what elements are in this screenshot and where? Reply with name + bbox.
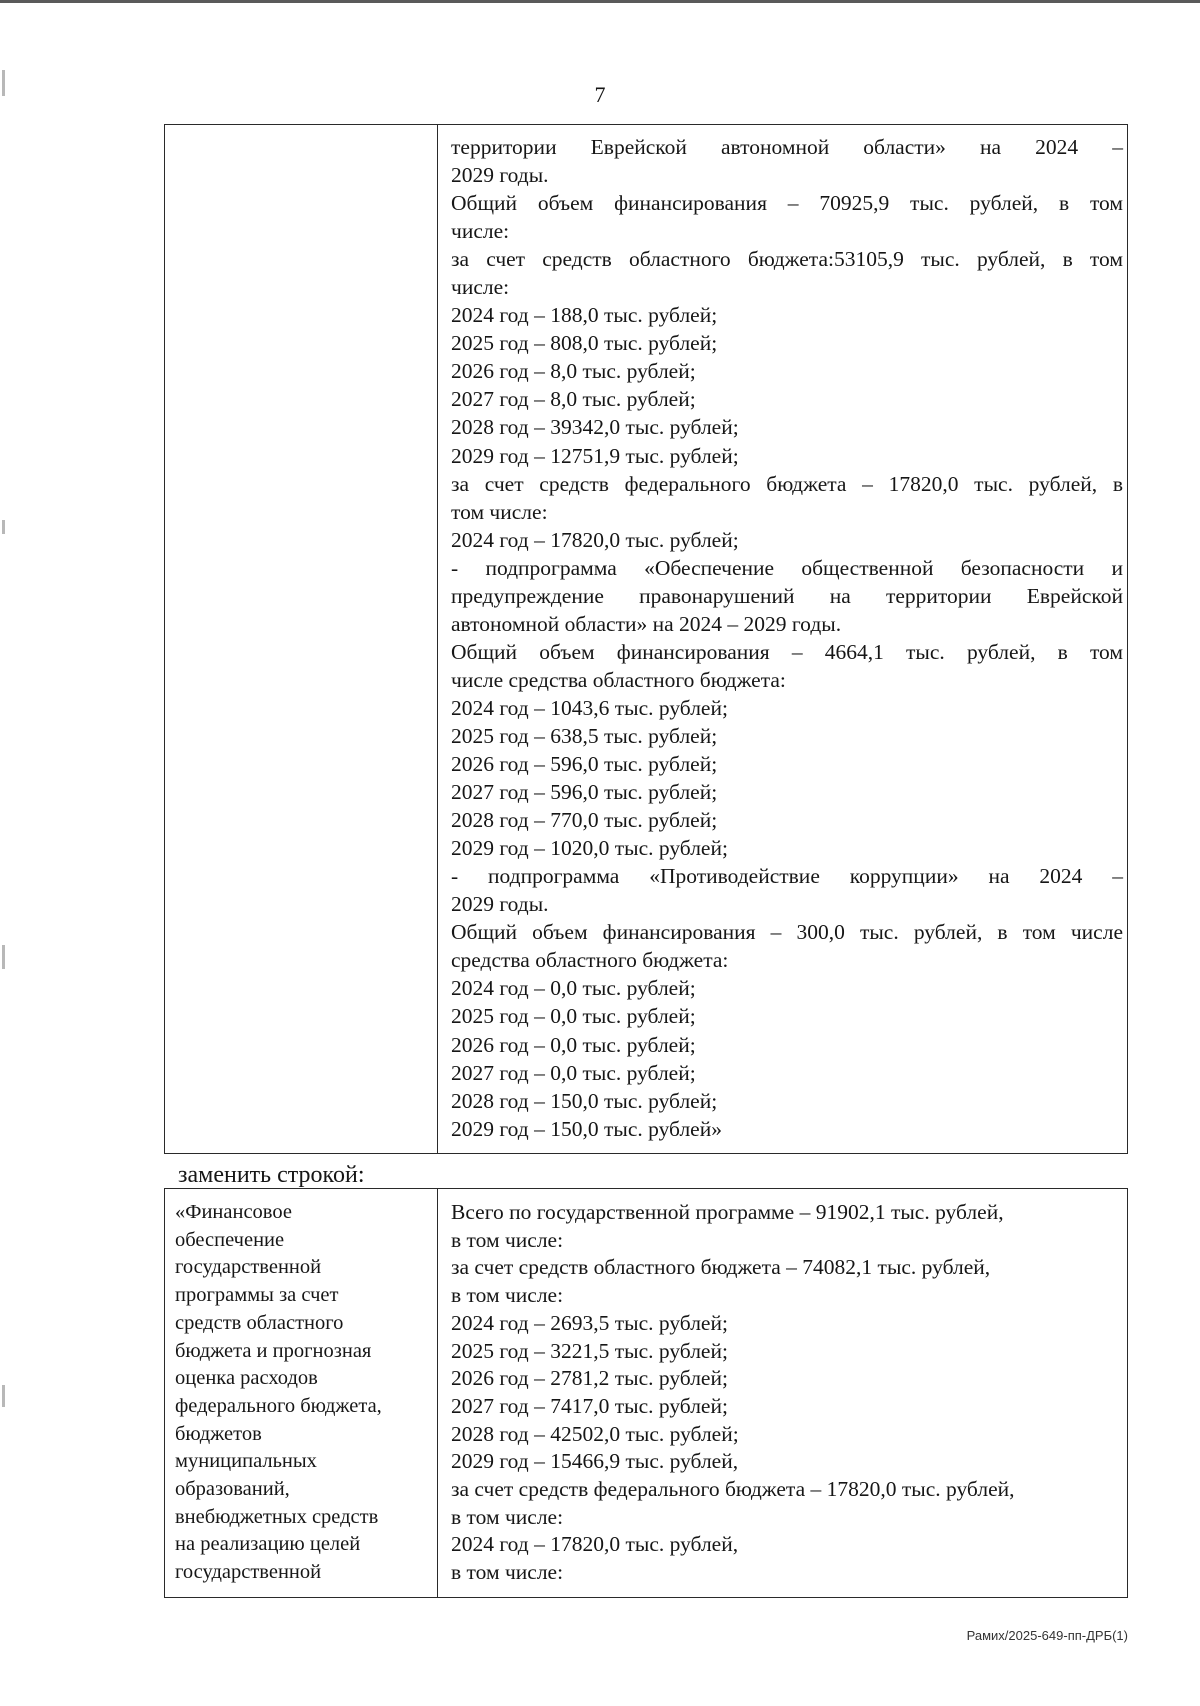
table-replacement-row (164, 1188, 1128, 1598)
table1-text-line: автономной области» на 2024 – 2029 годы. (451, 611, 842, 636)
scan-artifact (2, 70, 5, 96)
table2-left-line: внебюджетных средств (175, 1505, 379, 1528)
table2-left-line: государственной (175, 1256, 322, 1279)
table2-left-line: федерального бюджета, (175, 1394, 382, 1417)
table1-text-line: территории Еврейской автономной области» на 2024 – (451, 135, 1123, 159)
page-number: 7 (594, 82, 606, 107)
table1-text-line: Общий объем финансирования – 300,0 тыс. рублей, в том числе (451, 920, 1123, 945)
table2-left-line: государственной (175, 1561, 322, 1584)
table2-left-line: средств областного (175, 1311, 344, 1334)
table1-text-line: 2027 год – 0,0 тыс. рублей; (451, 1060, 696, 1085)
table2-right-line: 2024 год – 17820,0 тыс. рублей, (451, 1532, 739, 1557)
table1-text-line: Общий объем финансирования – 4664,1 тыс. рублей, в том (451, 639, 1123, 664)
table1-text-line: 2028 год – 770,0 тыс. рублей; (451, 808, 718, 833)
table1-text-line: 2029 год – 150,0 тыс. рублей» (451, 1116, 722, 1141)
document-code: Рамих/2025-649-пп-ДРБ(1) (966, 1628, 1128, 1643)
table2-right-line: 2028 год – 42502,0 тыс. рублей; (451, 1421, 739, 1446)
replace-with-row-label: заменить строкой: (178, 1162, 365, 1188)
table2-right-line: 2029 год – 15466,9 тыс. рублей, (451, 1449, 739, 1474)
table1-text-line: за счет средств федерального бюджета – 17820,0 тыс. рублей, в (451, 471, 1123, 496)
table2-left-line: бюджета и прогнозная (175, 1339, 372, 1362)
scan-top-edge (0, 0, 1200, 3)
table1-text-line: 2027 год – 8,0 тыс. рублей; (451, 387, 696, 412)
table2-left-line: бюджетов (175, 1422, 262, 1445)
table1-text-line: 2028 год – 150,0 тыс. рублей; (451, 1088, 718, 1113)
table1-text-line: - подпрограмма «Обеспечение общественной безопасности и (451, 555, 1123, 580)
table1-text-line: средства областного бюджета: (451, 948, 729, 973)
table1-text-line: 2026 год – 8,0 тыс. рублей; (451, 359, 696, 384)
table1-text-line: 2029 год – 1020,0 тыс. рублей; (451, 836, 728, 861)
table2-right-line: за счет средств областного бюджета – 74082,1 тыс. рублей, (451, 1255, 991, 1280)
table1-text-line: - подпрограмма «Противодействие коррупции» на 2024 – (451, 864, 1123, 889)
table1-text-line: числе: (451, 219, 510, 244)
table1-text-line: за счет средств областного бюджета:53105,9 тыс. рублей, в том (451, 247, 1123, 272)
table2-right-line: в том числе: (451, 1283, 564, 1308)
table1-text-line: числе: (451, 275, 510, 300)
table2-left-line: муниципальных (175, 1450, 317, 1473)
table1-text-line: 2026 год – 596,0 тыс. рублей; (451, 752, 718, 777)
table1-text-line: 2025 год – 638,5 тыс. рублей; (451, 723, 718, 748)
table1-text-line: Общий объем финансирования – 70925,9 тыс. рублей, в том (451, 191, 1123, 216)
table2-right-line: Всего по государственной программе – 91902,1 тыс. рублей, (451, 1200, 1004, 1224)
table2-left-line: программы за счет (175, 1284, 339, 1307)
table2-left-line: образований, (175, 1478, 290, 1501)
table1-text-line: 2029 годы. (451, 892, 549, 917)
table2-right-line: 2027 год – 7417,0 тыс. рублей; (451, 1393, 728, 1418)
table1-text-line: 2024 год – 1043,6 тыс. рублей; (451, 695, 728, 720)
table1-text-line: предупреждение правонарушений на территории Еврейской (451, 583, 1123, 608)
table-previous-row (164, 124, 1128, 1154)
scan-artifact (2, 520, 5, 534)
table1-text-line: 2025 год – 808,0 тыс. рублей; (451, 331, 718, 356)
table1-text-line: 2026 год – 0,0 тыс. рублей; (451, 1032, 696, 1057)
table1-text-line: 2029 год – 12751,9 тыс. рублей; (451, 443, 739, 468)
table1-text-line: 2024 год – 0,0 тыс. рублей; (451, 976, 696, 1001)
scan-artifact (2, 945, 5, 969)
table2-right-line: 2026 год – 2781,2 тыс. рублей; (451, 1366, 728, 1391)
table2-left-cell (165, 1189, 438, 1597)
table2-right-cell (438, 1189, 1127, 1597)
table2-left-line: на реализацию целей (175, 1533, 361, 1556)
table1-text-line: 2025 год – 0,0 тыс. рублей; (451, 1004, 696, 1029)
table2-left-line: оценка расходов (175, 1367, 318, 1390)
table1-text-line: 2024 год – 188,0 тыс. рублей; (451, 303, 718, 328)
table2-right-line: в том числе: (451, 1227, 564, 1252)
table1-text-line: числе средства областного бюджета: (451, 667, 786, 692)
table1-left-cell (165, 125, 438, 1153)
table1-text-line: 2029 годы. (451, 163, 549, 188)
table2-right-line: 2025 год – 3221,5 тыс. рублей; (451, 1338, 728, 1363)
table2-right-line: за счет средств федерального бюджета – 17820,0 тыс. рублей, (451, 1477, 1015, 1502)
table2-right-line: в том числе: (451, 1560, 564, 1585)
table1-text-line: 2028 год – 39342,0 тыс. рублей; (451, 415, 739, 440)
table1-right-cell (438, 125, 1127, 1153)
table2-right-line: 2024 год – 2693,5 тыс. рублей; (451, 1310, 728, 1335)
table1-text-line: том числе: (451, 499, 548, 524)
table2-left-line: обеспечение (175, 1228, 285, 1251)
table2-left-line: «Финансовое (175, 1201, 292, 1223)
table2-right-line: в том числе: (451, 1504, 564, 1529)
table1-text-line: 2027 год – 596,0 тыс. рублей; (451, 780, 718, 805)
scan-artifact (2, 1385, 5, 1407)
table1-text-line: 2024 год – 17820,0 тыс. рублей; (451, 527, 739, 552)
